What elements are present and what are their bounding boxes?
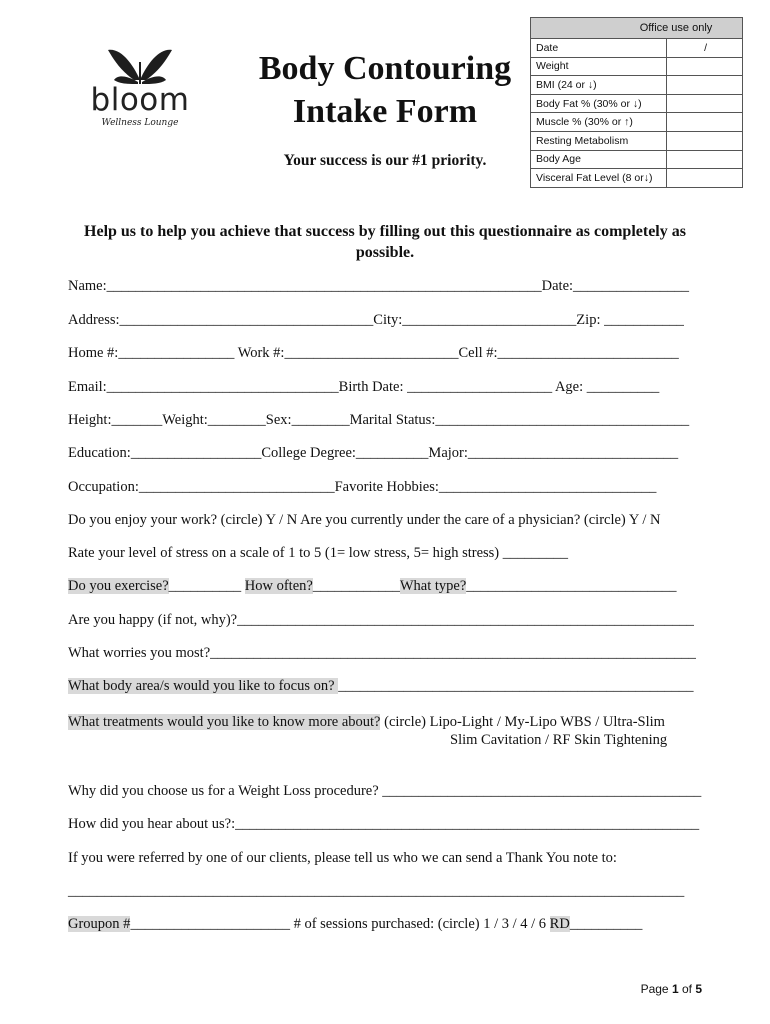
- office-row-label: Muscle % (30% or ↑): [531, 113, 667, 132]
- office-row-label: Body Age: [531, 150, 667, 169]
- office-row-label: Weight: [531, 57, 667, 76]
- office-row-value[interactable]: [667, 150, 743, 169]
- office-row-value[interactable]: [667, 94, 743, 113]
- office-use-header: Office use only: [531, 18, 743, 39]
- page-number: Page 1 of 5: [640, 982, 702, 996]
- address-line[interactable]: Address:___________________________________City:________________________Zip: ___________: [68, 312, 684, 328]
- groupon-label: Groupon #: [68, 916, 131, 932]
- occupation-line[interactable]: Occupation:___________________________Favorite Hobbies:______________________________: [68, 479, 657, 495]
- what-type-question: What type?: [399, 578, 467, 594]
- treatments-line[interactable]: What treatments would you like to know more about? (circle) Lipo-Light / My-Lipo WBS / Ultra-Slim: [68, 714, 665, 730]
- office-row-value[interactable]: [667, 76, 743, 95]
- rd-label: RD: [549, 916, 570, 932]
- height-weight-line[interactable]: Height:_______Weight:________Sex:________Marital Status:___________________________________: [68, 412, 690, 428]
- instructions-headline: Help us to help you achieve that success by filling out this questionnaire as completely as possible.: [84, 223, 686, 261]
- name-date-line[interactable]: Name:____________________________________________________________Date:________________: [68, 278, 690, 294]
- office-row-label: Date: [531, 39, 667, 58]
- referred-line: If you were referred by one of our clients, please tell us who we can send a Thank You note to:: [68, 850, 617, 866]
- office-row-value[interactable]: /: [667, 39, 743, 58]
- stress-line[interactable]: Rate your level of stress on a scale of 1 to 5 (1= low stress, 5= high stress) _________: [68, 545, 569, 561]
- treatments-line-2[interactable]: Slim Cavitation / RF Skin Tightening: [450, 732, 668, 748]
- office-row-label: Resting Metabolism: [531, 131, 667, 150]
- office-use-table: [530, 17, 743, 188]
- office-row-value[interactable]: [667, 169, 743, 188]
- page-title-line-1: Body Contouring: [258, 50, 512, 87]
- office-row-label: BMI (24 or ↓): [531, 76, 667, 95]
- office-row-value[interactable]: [667, 113, 743, 132]
- hear-about-line[interactable]: How did you hear about us?:________________________________________________________________: [68, 816, 700, 832]
- logo-subtitle: Wellness Lounge: [101, 118, 179, 128]
- office-row-value[interactable]: [667, 131, 743, 150]
- logo-wordmark: bloom: [90, 82, 190, 118]
- email-line[interactable]: Email:________________________________Birth Date: ____________________ Age: __________: [68, 379, 660, 395]
- happy-line[interactable]: Are you happy (if not, why)?_______________________________________________________________: [68, 612, 694, 628]
- referral-blank-line[interactable]: _____________________________________________________________________________________: [68, 883, 685, 899]
- focus-area-line[interactable]: What body area/s would you like to focus on? _________________________________________________: [68, 678, 694, 694]
- why-line[interactable]: Why did you choose us for a Weight Loss procedure? ____________________________________________: [68, 783, 702, 799]
- page-title-line-2: Intake Form: [292, 93, 478, 130]
- focus-area-question: What body area/s would you like to focus on?: [68, 678, 339, 694]
- groupon-line[interactable]: Groupon #______________________ # of sessions purchased: (circle) 1 / 3 / 4 / 6 RD__________: [68, 916, 643, 932]
- office-row-value[interactable]: [667, 57, 743, 76]
- worries-line[interactable]: What worries you most?___________________________________________________________________: [68, 645, 696, 661]
- exercise-question: Do you exercise?: [68, 578, 169, 594]
- work-physician-line[interactable]: Do you enjoy your work? (circle) Y / N Are you currently under the care of a physician? (circle) Y / N: [68, 512, 661, 528]
- office-row-label: Visceral Fat Level (8 or↓): [531, 169, 667, 188]
- how-often-question: How often?: [244, 578, 313, 594]
- tagline: Your success is our #1 priority.: [283, 152, 487, 169]
- exercise-line[interactable]: Do you exercise?__________ How often?____________What type?_____________________________: [68, 578, 677, 594]
- office-row-label: Body Fat % (30% or ↓): [531, 94, 667, 113]
- phone-line[interactable]: Home #:________________ Work #:________________________Cell #:_________________________: [68, 345, 679, 361]
- treatments-question: What treatments would you like to know more about?: [68, 714, 381, 730]
- education-line[interactable]: Education:__________________College Degree:__________Major:_____________________________: [68, 445, 679, 461]
